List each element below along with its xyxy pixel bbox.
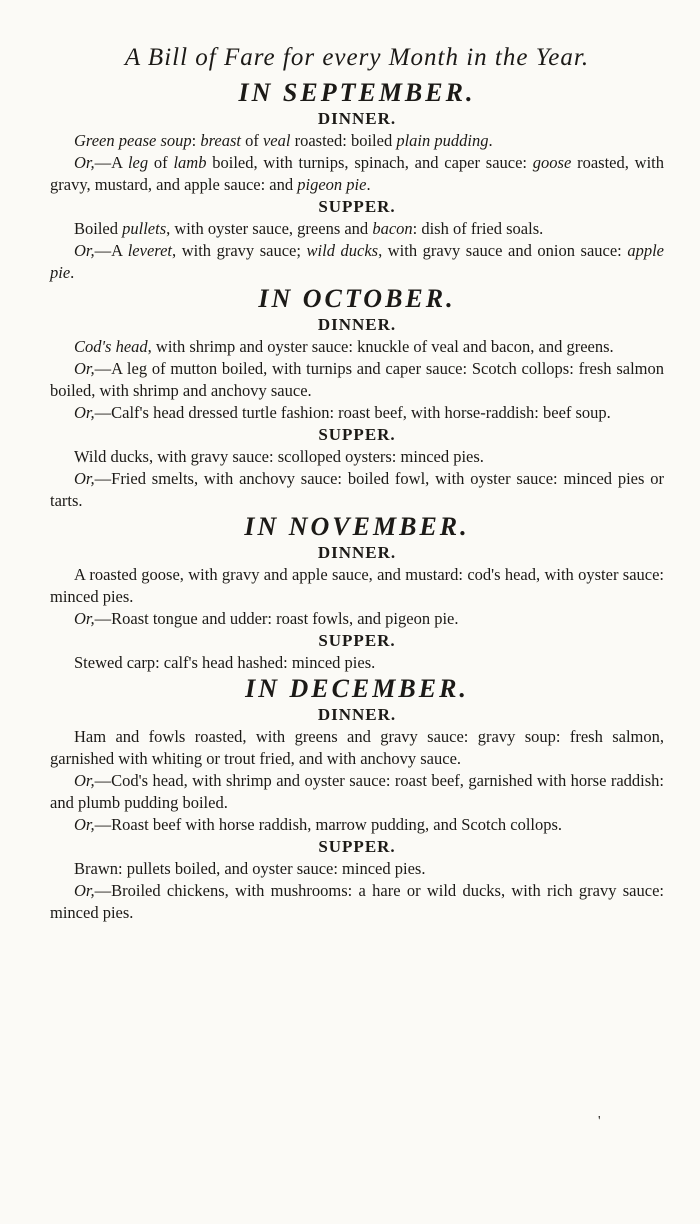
italic-run: pigeon pie [297,175,367,194]
text-run: —A [94,241,128,260]
text-run: of [148,153,174,172]
italic-run: veal [262,131,291,150]
menu-paragraph [50,218,664,240]
text-run: A roasted goose, with gravy and apple sauce, and mustard: cod's head, with oyster sauce: minced pies. [50,565,664,606]
text-run: —Broiled chickens, with mushrooms: a hare or wild ducks, with rich gravy sauce: minced pies. [50,881,664,922]
month-section [50,284,664,512]
menu-paragraph [50,858,664,880]
text-run: , with shrimp and oyster sauce: knuckle of veal and bacon, and greens. [147,337,614,356]
menu-paragraph [50,358,664,402]
text-run: —A leg of mutton boiled, with turnips and caper sauce: Scotch collops: fresh salmon boiled, with shrimp and anchovy sauce. [50,359,664,400]
italic-run: Cod's head [74,337,148,356]
italic-run: wild ducks [306,241,379,260]
month-section [50,674,664,924]
text-run: . [70,263,75,282]
italic-run: Or, [74,403,95,422]
text-run: . [488,131,493,150]
text-run: , with oyster sauce, greens and [166,219,373,238]
menu-paragraph [50,240,664,284]
meal-heading: DINNER. [317,109,397,128]
italic-run: apple pie [50,241,664,282]
text-run: , with gravy sauce; [172,241,307,260]
menu-paragraph [50,446,664,468]
month-section [50,512,664,674]
text-run: roasted, with gravy, mustard, and apple sauce: and [50,153,664,194]
italic-run: leg [127,153,149,172]
menu-paragraph [50,608,664,630]
text-run: —Cod's head, with shrimp and oyster sauce: roast beef, garnished with horse raddish: and plumb pudding boiled. [50,771,664,812]
meal-heading: DINNER. [317,315,397,334]
menu-paragraph [50,770,664,814]
italic-run: Or, [74,241,95,260]
menu-paragraph [50,468,664,512]
italic-run: Or, [74,359,95,378]
italic-run: goose [532,153,572,172]
meal-heading: DINNER. [317,543,397,562]
month-heading: IN NOVEMBER. [244,512,470,541]
italic-run: bacon [372,219,413,238]
month-section [50,78,664,284]
italic-run: Or, [74,815,95,834]
text-run: Brawn: pullets boiled, and oyster sauce: minced pies. [74,859,426,878]
italic-run: Or, [74,609,95,628]
text-run: . [366,175,371,194]
text-run: : [191,131,201,150]
month-heading: IN OCTOBER. [258,284,456,313]
menu-paragraph [50,336,664,358]
italic-run: Or, [74,469,95,488]
italic-run: breast [200,131,241,150]
bill-of-fare-content [50,78,664,924]
meal-heading: SUPPER. [318,197,396,216]
text-run: , with gravy sauce and onion sauce: [378,241,628,260]
text-run: —Roast beef with horse raddish, marrow pudding, and Scotch collops. [94,815,563,834]
menu-paragraph [50,814,664,836]
italic-run: lamb [173,153,207,172]
italic-run: Or, [74,881,95,900]
text-run: roasted: boiled [290,131,397,150]
italic-run: pullets [122,219,167,238]
italic-run: leveret [127,241,172,260]
menu-paragraph [50,726,664,770]
text-run: of [240,131,263,150]
italic-run: Or, [74,153,95,172]
running-head: A Bill of Fare for every Month in the Year. [124,44,590,71]
text-run: boiled, with turnips, spinach, and caper sauce: [206,153,533,172]
text-run: : dish of fried soals. [412,219,544,238]
meal-heading: SUPPER. [318,631,396,650]
meal-heading: DINNER. [317,705,397,724]
menu-paragraph [50,564,664,608]
text-run: —Roast tongue and udder: roast fowls, and pigeon pie. [94,609,459,628]
italic-run: Or, [74,771,95,790]
text-run: Boiled [74,219,123,238]
text-run: Ham and fowls roasted, with greens and gravy sauce: gravy soup: fresh salmon, garnished with whiting or trout fried, and with anchovy sauce. [50,727,664,768]
menu-paragraph [50,130,664,152]
text-run: —A [94,153,128,172]
month-heading: IN DECEMBER. [245,674,469,703]
meal-heading: SUPPER. [318,425,396,444]
menu-paragraph [50,402,664,424]
text-run: —Fried smelts, with anchovy sauce: boiled fowl, with oyster sauce: minced pies or tarts. [50,469,664,510]
month-heading: IN SEPTEMBER. [238,78,476,107]
menu-paragraph [50,652,664,674]
text-run: Stewed carp: calf's head hashed: minced pies. [74,653,376,672]
menu-paragraph [50,880,664,924]
text-run: Wild ducks, with gravy sauce: scolloped oysters: minced pies. [74,447,484,466]
menu-paragraph [50,152,664,196]
italic-run: plain pudding [396,131,489,150]
italic-run: Green pease soup [74,131,192,150]
meal-heading: SUPPER. [318,837,396,856]
signature-mark: ' [598,1114,601,1129]
text-run: —Calf's head dressed turtle fashion: roast beef, with horse-raddish: beef soup. [94,403,611,422]
